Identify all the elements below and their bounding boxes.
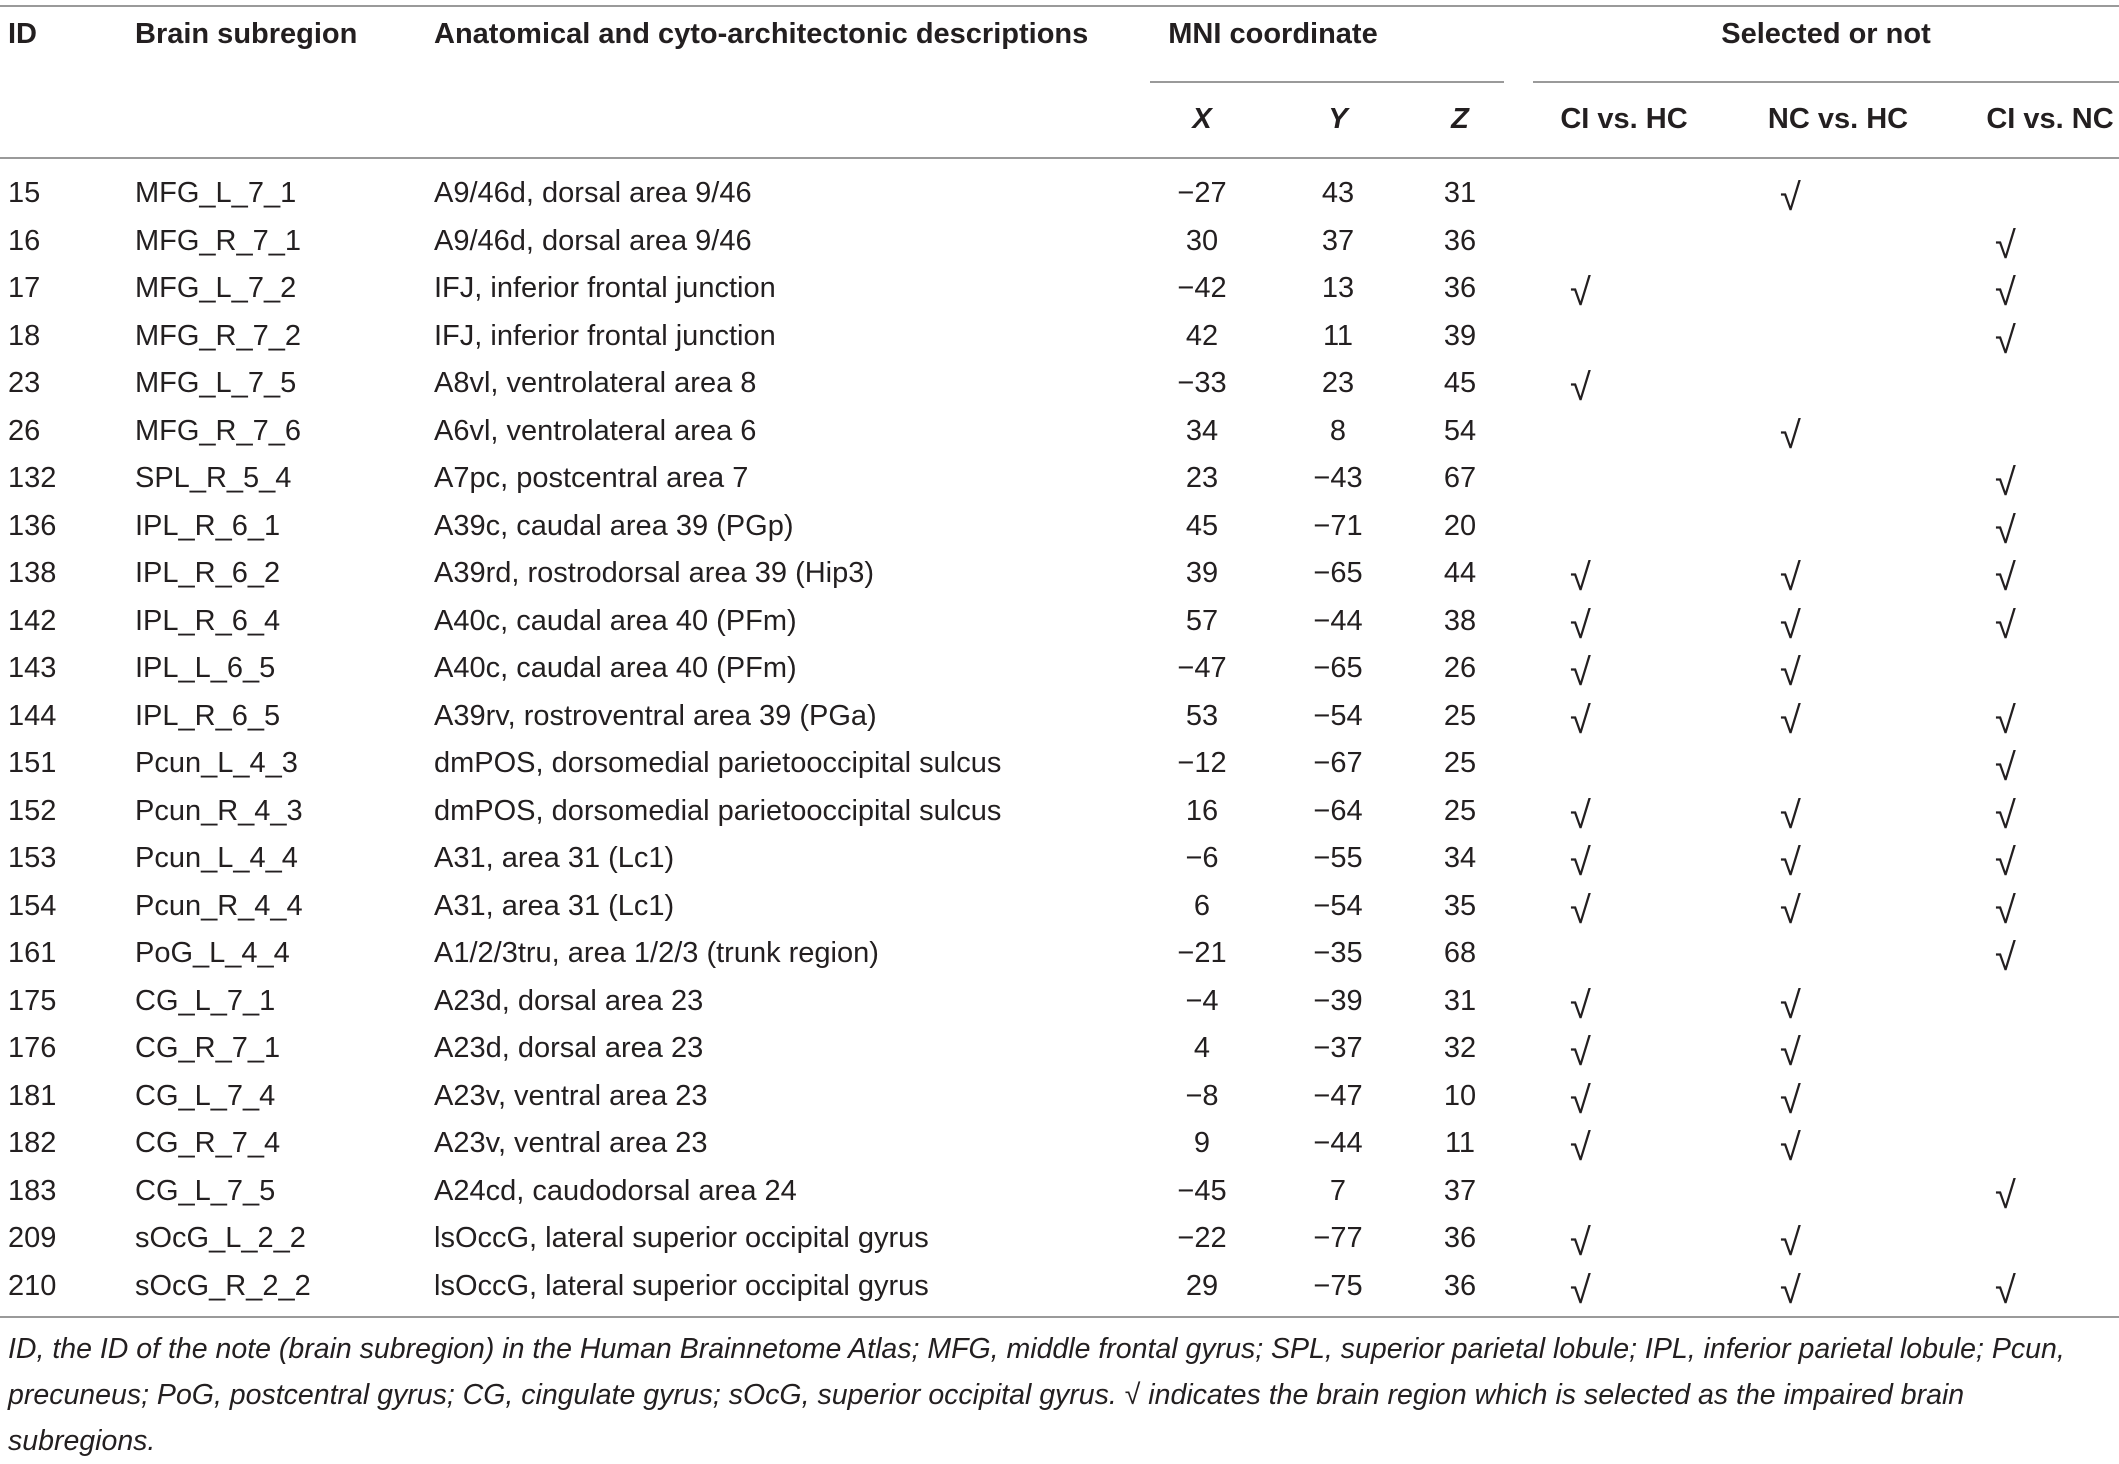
check-ci-vs-nc: √ — [1995, 887, 2016, 932]
check-nc-vs-hc: √ — [1780, 1125, 1801, 1169]
cell-description: A6vl, ventrolateral area 6 — [434, 414, 757, 447]
check-ci-vs-hc: √ — [1570, 365, 1591, 409]
cell-description: A31, area 31 (Lc1) — [434, 889, 675, 922]
cell-description: A40c, caudal area 40 (PFm) — [434, 604, 797, 637]
check-ci-vs-nc: √ — [1995, 1267, 2016, 1312]
cell-id: 142 — [8, 604, 57, 637]
cell-y: −44 — [1313, 604, 1363, 637]
cell-y: 8 — [1329, 414, 1347, 447]
check-ci-vs-hc: √ — [1570, 792, 1591, 837]
cell-id: 18 — [8, 319, 41, 352]
table-body — [0, 170, 2119, 1310]
check-ci-vs-nc: √ — [1995, 460, 2016, 504]
cell-z: 31 — [1443, 177, 1477, 209]
cell-z: 36 — [1443, 224, 1477, 257]
cell-z: 11 — [1444, 1127, 1476, 1159]
cell-x: 42 — [1185, 319, 1219, 352]
cell-y: 43 — [1321, 177, 1355, 209]
table-row — [0, 693, 2119, 741]
cell-x: 45 — [1185, 509, 1219, 542]
cell-y: −47 — [1313, 1079, 1363, 1112]
cell-id: 209 — [8, 1222, 57, 1254]
cell-brain-subregion: sOcG_R_2_2 — [135, 1269, 311, 1302]
cell-x: 39 — [1185, 557, 1219, 589]
table-row — [0, 930, 2119, 978]
cell-brain-subregion: MFG_R_7_2 — [135, 319, 302, 352]
cell-description: A39rv, rostroventral area 39 (PGa) — [434, 699, 877, 732]
cell-x: −4 — [1185, 984, 1219, 1017]
cell-description: IFJ, inferior frontal junction — [434, 272, 776, 304]
check-ci-vs-hc: √ — [1570, 697, 1591, 742]
check-nc-vs-hc: √ — [1780, 697, 1801, 742]
cell-brain-subregion: Pcun_L_4_3 — [135, 747, 298, 779]
cell-x: 57 — [1185, 604, 1219, 637]
cell-z: 67 — [1443, 462, 1477, 494]
cell-id: 151 — [8, 747, 57, 779]
check-nc-vs-hc: √ — [1780, 1077, 1801, 1122]
cell-id: 152 — [8, 794, 57, 827]
cell-id: 15 — [8, 177, 41, 209]
check-ci-vs-nc: √ — [1995, 555, 2016, 599]
cell-brain-subregion: IPL_R_6_2 — [135, 557, 281, 589]
cell-z: 37 — [1443, 1174, 1477, 1207]
cell-x: −42 — [1177, 272, 1227, 304]
check-ci-vs-nc: √ — [1995, 317, 2016, 362]
cell-x: 9 — [1193, 1127, 1211, 1159]
cell-z: 44 — [1443, 557, 1477, 589]
table-row — [0, 1215, 2119, 1263]
cell-y: −75 — [1313, 1269, 1363, 1302]
check-ci-vs-nc: √ — [1995, 697, 2016, 742]
cell-z: 68 — [1443, 937, 1477, 969]
cell-id: 154 — [8, 889, 57, 922]
check-ci-vs-nc: √ — [1995, 840, 2016, 884]
cell-brain-subregion: MFG_R_7_6 — [135, 414, 302, 447]
cell-y: 7 — [1329, 1174, 1347, 1207]
cell-id: 138 — [8, 557, 57, 589]
table-bottom-rule — [0, 1316, 2119, 1318]
cell-y: −65 — [1313, 652, 1363, 684]
table-row — [0, 360, 2119, 408]
check-ci-vs-hc: √ — [1570, 1220, 1591, 1264]
header-brain-subregion: Brain subregion — [135, 18, 358, 50]
check-nc-vs-hc: √ — [1780, 412, 1801, 457]
table-row — [0, 598, 2119, 646]
check-ci-vs-nc: √ — [1995, 222, 2016, 267]
header-description: Anatomical and cyto-architectonic descriptions — [434, 18, 1089, 50]
cell-id: 136 — [8, 509, 57, 542]
cell-id: 153 — [8, 842, 57, 874]
table-row — [0, 645, 2119, 693]
header-ci-vs-hc: CI vs. HC — [1560, 103, 1688, 135]
cell-brain-subregion: CG_L_7_5 — [135, 1174, 276, 1207]
check-nc-vs-hc: √ — [1780, 1030, 1801, 1074]
cell-description: IFJ, inferior frontal junction — [434, 319, 776, 352]
cell-brain-subregion: CG_L_7_4 — [135, 1079, 276, 1112]
table-row — [0, 978, 2119, 1026]
cell-description: lsOccG, lateral superior occipital gyrus — [434, 1222, 929, 1254]
check-ci-vs-hc: √ — [1570, 1267, 1591, 1312]
table-header-rule — [0, 157, 2119, 159]
cell-y: 13 — [1321, 272, 1355, 304]
cell-id: 144 — [8, 699, 57, 732]
header-ci-vs-nc: CI vs. NC — [1986, 103, 2114, 135]
cell-y: −54 — [1313, 889, 1363, 922]
cell-z: 20 — [1443, 509, 1477, 542]
cell-brain-subregion: sOcG_L_2_2 — [135, 1222, 306, 1254]
cell-y: −71 — [1313, 509, 1363, 542]
cell-x: −33 — [1177, 367, 1227, 399]
table-row — [0, 265, 2119, 313]
cell-id: 132 — [8, 462, 57, 494]
cell-x: −47 — [1177, 652, 1227, 684]
cell-id: 161 — [8, 937, 57, 969]
cell-z: 32 — [1443, 1032, 1477, 1064]
cell-description: lsOccG, lateral superior occipital gyrus — [434, 1269, 929, 1302]
table-row — [0, 550, 2119, 598]
table-row — [0, 313, 2119, 361]
check-ci-vs-hc: √ — [1570, 982, 1591, 1027]
table-row — [0, 1025, 2119, 1073]
cell-brain-subregion: Pcun_R_4_3 — [135, 794, 303, 827]
table-footnote: ID, the ID of the note (brain subregion) in the Human Brainnetome Atlas; MFG, middle frontal gyrus; SPL, superior parietal lobule; IPL, inferior parietal lobule; Pcun, precuneus; PoG, postcentral gyrus; CG, cingulate gyrus; sOcG, superior occipital gyrus. √ indicates the brain region which is selected as the impaired brain subregions. — [8, 1333, 2065, 1457]
header-id: ID — [8, 18, 37, 50]
check-ci-vs-hc: √ — [1570, 887, 1591, 932]
cell-id: 16 — [8, 224, 41, 257]
check-nc-vs-hc: √ — [1780, 555, 1801, 599]
cell-description: A9/46d, dorsal area 9/46 — [434, 224, 752, 257]
cell-x: 53 — [1185, 699, 1219, 732]
check-ci-vs-nc: √ — [1995, 935, 2016, 979]
cell-description: A24cd, caudodorsal area 24 — [434, 1174, 797, 1207]
cell-id: 183 — [8, 1174, 57, 1207]
check-nc-vs-hc: √ — [1780, 650, 1801, 694]
table-row — [0, 503, 2119, 551]
check-ci-vs-nc: √ — [1995, 602, 2016, 647]
cell-brain-subregion: Pcun_L_4_4 — [135, 842, 298, 874]
cell-brain-subregion: SPL_R_5_4 — [135, 462, 292, 494]
check-ci-vs-nc: √ — [1995, 507, 2016, 552]
cell-x: 6 — [1193, 889, 1211, 922]
cell-y: −54 — [1313, 699, 1363, 732]
cell-z: 26 — [1443, 652, 1477, 684]
header-nc-vs-hc: NC vs. HC — [1767, 103, 1909, 135]
cell-description: A39rd, rostrodorsal area 39 (Hip3) — [434, 557, 875, 589]
check-ci-vs-nc: √ — [1995, 745, 2016, 789]
cell-z: 25 — [1443, 747, 1477, 779]
header-x: X — [1192, 103, 1212, 135]
cell-x: −22 — [1177, 1222, 1227, 1254]
check-ci-vs-nc: √ — [1995, 270, 2016, 314]
check-ci-vs-hc: √ — [1570, 555, 1591, 599]
cell-brain-subregion: IPL_R_6_1 — [135, 509, 281, 542]
cell-description: A23d, dorsal area 23 — [434, 984, 704, 1017]
cell-y: −55 — [1313, 842, 1363, 874]
table-row — [0, 408, 2119, 456]
cell-y: 37 — [1321, 224, 1355, 257]
table-row — [0, 170, 2119, 218]
cell-z: 39 — [1443, 319, 1477, 352]
cell-id: 17 — [8, 272, 41, 304]
header-z: Z — [1451, 103, 1469, 135]
table-row — [0, 218, 2119, 266]
cell-z: 36 — [1443, 1222, 1477, 1254]
check-nc-vs-hc: √ — [1780, 175, 1801, 219]
cell-y: 23 — [1321, 367, 1355, 399]
cell-x: −6 — [1185, 842, 1219, 874]
cell-z: 36 — [1443, 1269, 1477, 1302]
cell-id: 26 — [8, 414, 41, 447]
check-ci-vs-hc: √ — [1570, 1030, 1591, 1074]
cell-brain-subregion: MFG_L_7_5 — [135, 367, 297, 399]
cell-z: 35 — [1443, 889, 1477, 922]
cell-id: 23 — [8, 367, 41, 399]
cell-description: dmPOS, dorsomedial parietooccipital sulcus — [434, 747, 1002, 779]
cell-x: −12 — [1177, 747, 1227, 779]
check-nc-vs-hc: √ — [1780, 1220, 1801, 1264]
cell-brain-subregion: IPL_R_6_5 — [135, 699, 281, 732]
cell-z: 25 — [1443, 794, 1477, 827]
cell-description: A31, area 31 (Lc1) — [434, 842, 675, 874]
cell-x: −8 — [1185, 1079, 1219, 1112]
cell-description: A23d, dorsal area 23 — [434, 1032, 704, 1064]
check-nc-vs-hc: √ — [1780, 887, 1801, 932]
cell-brain-subregion: IPL_L_6_5 — [135, 652, 276, 684]
cell-description: A7pc, postcentral area 7 — [434, 462, 749, 494]
cell-description: A40c, caudal area 40 (PFm) — [434, 652, 797, 684]
cell-description: A1/2/3tru, area 1/2/3 (trunk region) — [434, 937, 879, 969]
cell-brain-subregion: CG_R_7_4 — [135, 1127, 281, 1159]
cell-x: 4 — [1193, 1032, 1211, 1064]
cell-z: 45 — [1443, 367, 1477, 399]
cell-y: 11 — [1322, 319, 1354, 352]
cell-z: 36 — [1443, 272, 1477, 304]
cell-y: −44 — [1313, 1127, 1363, 1159]
cell-brain-subregion: IPL_R_6_4 — [135, 604, 281, 637]
cell-z: 38 — [1443, 604, 1477, 637]
check-ci-vs-nc: √ — [1995, 1172, 2016, 1217]
cell-z: 54 — [1443, 414, 1477, 447]
cell-id: 182 — [8, 1127, 57, 1159]
table-top-rule — [0, 5, 2119, 7]
cell-x: −45 — [1177, 1174, 1227, 1207]
check-nc-vs-hc: √ — [1780, 1267, 1801, 1312]
cell-description: A39c, caudal area 39 (PGp) — [434, 509, 794, 542]
check-nc-vs-hc: √ — [1780, 840, 1801, 884]
check-ci-vs-hc: √ — [1570, 1125, 1591, 1169]
cell-id: 175 — [8, 984, 57, 1017]
cell-y: −37 — [1313, 1032, 1363, 1064]
cell-y: −67 — [1313, 747, 1363, 779]
cell-description: A8vl, ventrolateral area 8 — [434, 367, 757, 399]
cell-brain-subregion: Pcun_R_4_4 — [135, 889, 303, 922]
cell-brain-subregion: MFG_L_7_1 — [135, 177, 297, 209]
table-row — [0, 455, 2119, 503]
selected-group-rule — [1533, 81, 2119, 83]
check-ci-vs-hc: √ — [1570, 840, 1591, 884]
cell-x: −27 — [1177, 177, 1227, 209]
cell-brain-subregion: PoG_L_4_4 — [135, 937, 290, 969]
cell-x: 23 — [1185, 462, 1219, 494]
check-nc-vs-hc: √ — [1780, 792, 1801, 837]
table-row — [0, 835, 2119, 883]
cell-x: 16 — [1185, 794, 1219, 827]
cell-description: A9/46d, dorsal area 9/46 — [434, 177, 752, 209]
table-row — [0, 1073, 2119, 1121]
table-row — [0, 740, 2119, 788]
cell-x: −21 — [1177, 937, 1227, 969]
cell-description: dmPOS, dorsomedial parietooccipital sulcus — [434, 794, 1002, 827]
cell-id: 143 — [8, 652, 57, 684]
table-row — [0, 788, 2119, 836]
cell-description: A23v, ventral area 23 — [434, 1079, 708, 1112]
cell-y: −35 — [1313, 937, 1363, 969]
check-ci-vs-hc: √ — [1570, 602, 1591, 647]
header-mni-coordinate: MNI coordinate — [1168, 18, 1378, 50]
cell-z: 25 — [1443, 699, 1477, 732]
cell-y: −43 — [1313, 462, 1363, 494]
table-row — [0, 1168, 2119, 1216]
cell-id: 176 — [8, 1032, 57, 1064]
cell-z: 34 — [1443, 842, 1477, 874]
cell-y: −77 — [1313, 1222, 1363, 1254]
cell-y: −39 — [1313, 984, 1363, 1017]
table-row — [0, 1120, 2119, 1168]
check-ci-vs-hc: √ — [1570, 650, 1591, 694]
cell-brain-subregion: MFG_L_7_2 — [135, 272, 297, 304]
cell-description: A23v, ventral area 23 — [434, 1127, 708, 1159]
cell-brain-subregion: CG_R_7_1 — [135, 1032, 281, 1064]
mni-group-rule — [1150, 81, 1504, 83]
check-ci-vs-hc: √ — [1570, 270, 1591, 314]
cell-id: 210 — [8, 1269, 57, 1302]
cell-x: 29 — [1185, 1269, 1219, 1302]
table-row — [0, 1263, 2119, 1311]
cell-brain-subregion: CG_L_7_1 — [135, 984, 276, 1017]
check-nc-vs-hc: √ — [1780, 602, 1801, 647]
header-y: Y — [1328, 103, 1348, 135]
cell-brain-subregion: MFG_R_7_1 — [135, 224, 302, 257]
check-ci-vs-nc: √ — [1995, 792, 2016, 837]
cell-y: −65 — [1313, 557, 1363, 589]
table-row — [0, 883, 2119, 931]
cell-x: 34 — [1185, 414, 1219, 447]
cell-y: −64 — [1313, 794, 1363, 827]
header-selected-or-not: Selected or not — [1721, 18, 1931, 50]
check-nc-vs-hc: √ — [1780, 982, 1801, 1027]
cell-z: 10 — [1443, 1079, 1477, 1112]
cell-z: 31 — [1443, 984, 1477, 1017]
check-ci-vs-hc: √ — [1570, 1077, 1591, 1122]
cell-x: 30 — [1185, 224, 1219, 257]
cell-id: 181 — [8, 1079, 57, 1112]
